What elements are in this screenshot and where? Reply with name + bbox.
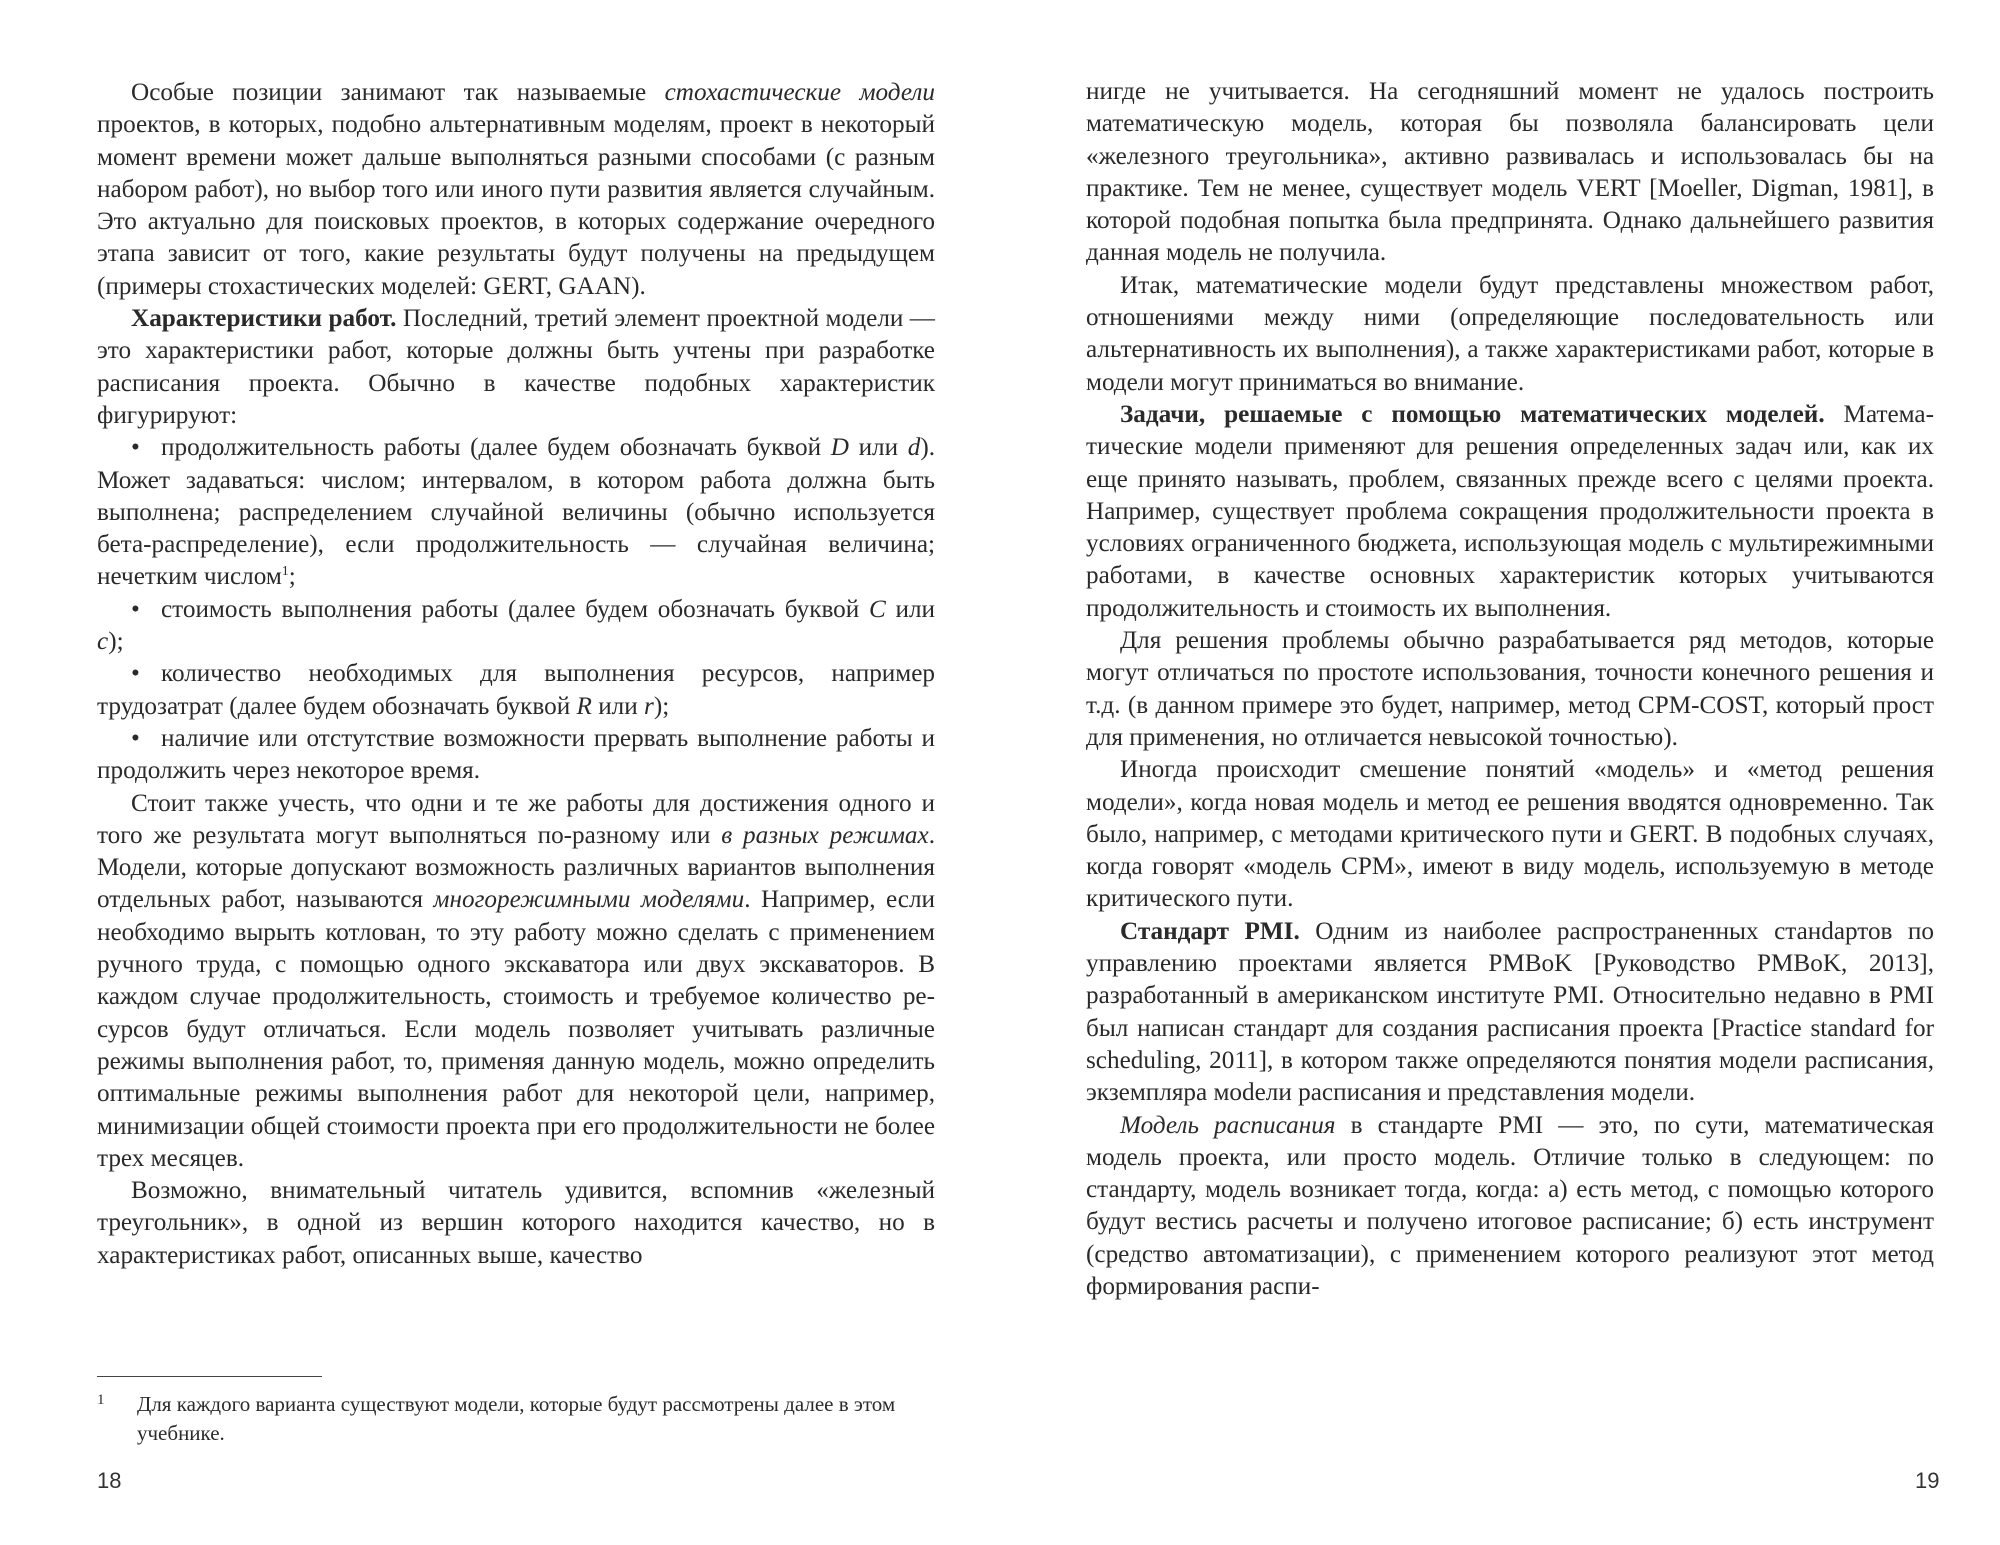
bullet-mark: • [131,595,140,623]
paragraph [97,788,935,1176]
text-run: Итак, математические модели будут представлены множеством работ, отношениями между ними (определяющие последовательность или альтернативность их выполнения), а также характеристиками работ, которые в модели могут приниматься во внимание. [1086,271,1934,396]
text-run: или [848,434,908,462]
text-run: . Например, если необходимо вырыть котлован, то эту работу можно сделать с применением ручного труда, с помощью одного экскаватора или двух экскаваторов. В каждом случае продолжительность, стоимость и требуемое количество ресурсов будут отличаться. Если модель позволяет учитывать различные режимы выполнения работ, то, применяя данную модель, можно определить оптимальные режимы выполнения работ для некоторой цели, например, минимизации общей стоимости проекта при его продолжительности не более трех месяцев. [97,886,936,1172]
italic-term: в разных режимах [721,821,929,849]
footnote-text: Для каждого варианта существуют модели, которые будут рассмотрены далее в этом учебнике. [137,1392,896,1445]
italic-term: c [97,628,109,656]
bullet-mark: • [131,434,140,462]
text-run: Последний, третий элемент проектной модели — это характеристики работ, которые должны быть учтены при разработке расписания проекта. Обычно в качестве подобных характеристик фигурируют: [97,305,935,429]
text-run: Математические модели применяют для решения определенных задач или, как их еще принято называть, проблем, связанных прежде всего с целями проекта. Например, существует проблема сокращения продолжительности проекта в условиях ограниченного бюджета, использующая модель с мультирежимными работами, в качестве основных характеристик которых учитываются продолжительность и стоимость их выполнения. [1086,400,1934,622]
bold-heading: Характеристики работ. [131,305,397,333]
page-number-left: 18 [97,1468,122,1493]
right-page-text [1086,76,1934,1303]
bullet-item [97,658,935,723]
text-run: . Модели, которые допускают возможность различных вариантов выполнения отдельных работ, называются [97,821,935,914]
text-run: ); [108,628,124,656]
bullet-item [97,723,935,788]
italic-term: C [868,595,886,623]
paragraph [1086,399,1934,625]
text-run: наличие или отстутствие возможности прервать выполнение работы и продолжить через некоторое время. [97,724,935,785]
text-run: Возможно, внимательный читатель удивится, вспомнив «железный треугольник», в одной из вершин которого находится качество, но в характеристиках работ, описанных выше, качество [97,1177,935,1269]
paragraph [97,1175,935,1272]
bold-heading: Стандарт PMI. [1120,917,1300,945]
footnote-mark: 1 [97,1392,105,1408]
footnote-divider [97,1376,322,1377]
paragraph [97,77,935,303]
italic-term: r [644,692,654,720]
text-run: в стандарте PMI — это, по сути, математическая модель проекта, или просто модель. Отличие только в следующем: по стандарту, модель возникает тогда, когда: а) есть метод, с помощью которого будут вестись расчеты и получено итоговое расписание; б) есть инструмент (средство автоматизации), с применением которого реализуют этот метод формирования распи- [1086,1111,1934,1300]
text-run: ). Может задаваться: числом; интервалом, в котором работа должна быть выполнена; распределением случайной величины (обычно используется бета-распределение), если продолжительность — случайная величина; нечетким числом [97,434,936,591]
text-run: или [591,692,645,720]
paragraph [1086,754,1934,915]
text-run: ); [653,692,670,720]
left-page-text [97,77,935,1272]
paragraph [1086,625,1934,754]
bullet-item [97,432,935,593]
paragraph [1086,1110,1934,1304]
bold-heading: Задачи, решаемые с помощью математических моделей. [1120,400,1825,428]
text-run: продолжительность работы (далее будем обозначать буквой [161,434,831,462]
text-run: Одним из наиболее распространенных станdартов по управлению проектами является PMBoK [Руководство PMBoK, 2013], разработанный в американском институте PMI. Относительно недавно в PMI был написан стандарт для создания расписания проекта [Practice standard for scheduling, 2011], в котором также определяются понятия модели расписания, экземпляра моdели расписания и представления модели. [1086,917,1934,1107]
text-run: Стоит также учесть, что одни и те же работы для достижения одного и того же результата могут выполняться по-разному или [97,789,935,849]
text-run: количество необходимых для выполнения ресурсов, например трудозатрат (далее будем обозначать буквой [97,660,935,720]
text-run: или [885,595,936,623]
italic-term: стохастические модели [664,79,935,106]
italic-term: R [576,692,592,720]
paragraph [1086,916,1934,1110]
right-page [1000,0,2000,1545]
italic-term: D [830,434,849,462]
page-number-right: 19 [1915,1468,1940,1493]
bullet-mark: • [131,660,140,688]
footnote [97,1390,935,1448]
text-run: Иногда происходит смешение понятий «модель» и «метод решения модели», когда новая модель и метод ее решения вводятся одновременно. Так было, например, с методами критического пути и GERT. В подобных случаях, когда говорят «модель CPM», имеют в виду модель, используемую в методе критического пути. [1086,756,1934,913]
text-run: нигде не учитывается. На сегодняшний момент не удалось построить математическую модель, которая бы позволяла балансировать цели «железного треугольника», активно развивалась и использовалась бы на практике. Тем не менее, существует модель VERT [Moeller, Digman, 1981], в которой подобная попытка была предпринята. Однако дальнейшего развития данная модель не получила. [1086,78,1934,267]
text-run: проектов, в которых, подобно альтернативным моделям, проект в некоторый момент времени может дальше выполняться разными способами (с разным набором работ), но выбор того или иного пути развития является случайным. Это актуально для поисковых проектов, в которых содержание очередного этапа зависит от того, какие результаты будут получены на предыдущем (примеры стохастических моделей: GERT, GAAN). [97,111,935,300]
footnote-ref: 1 [281,564,289,580]
text-run: Для решения проблемы обычно разрабатывается ряд методов, которые могут отличаться по простоте использования, точности конечного решения и т.д. (в данном примере это будет, например, метод CPM-COST, который прост для применения, но отличается невысокой точностью). [1086,627,1934,751]
paragraph [1086,76,1934,270]
italic-term: многорежимными моделями [433,886,745,914]
bullet-item [97,594,935,659]
italic-term: d [907,434,921,462]
bullet-mark: • [131,724,140,752]
text-run: ; [288,563,296,591]
text-run: Особые позиции занимают так называемые [131,79,665,106]
italic-term: Модель расписания [1120,1111,1336,1139]
paragraph [97,303,935,432]
text-run: стоимость выполнения работы (далее будем обозначать буквой [161,595,869,623]
paragraph [1086,270,1934,399]
